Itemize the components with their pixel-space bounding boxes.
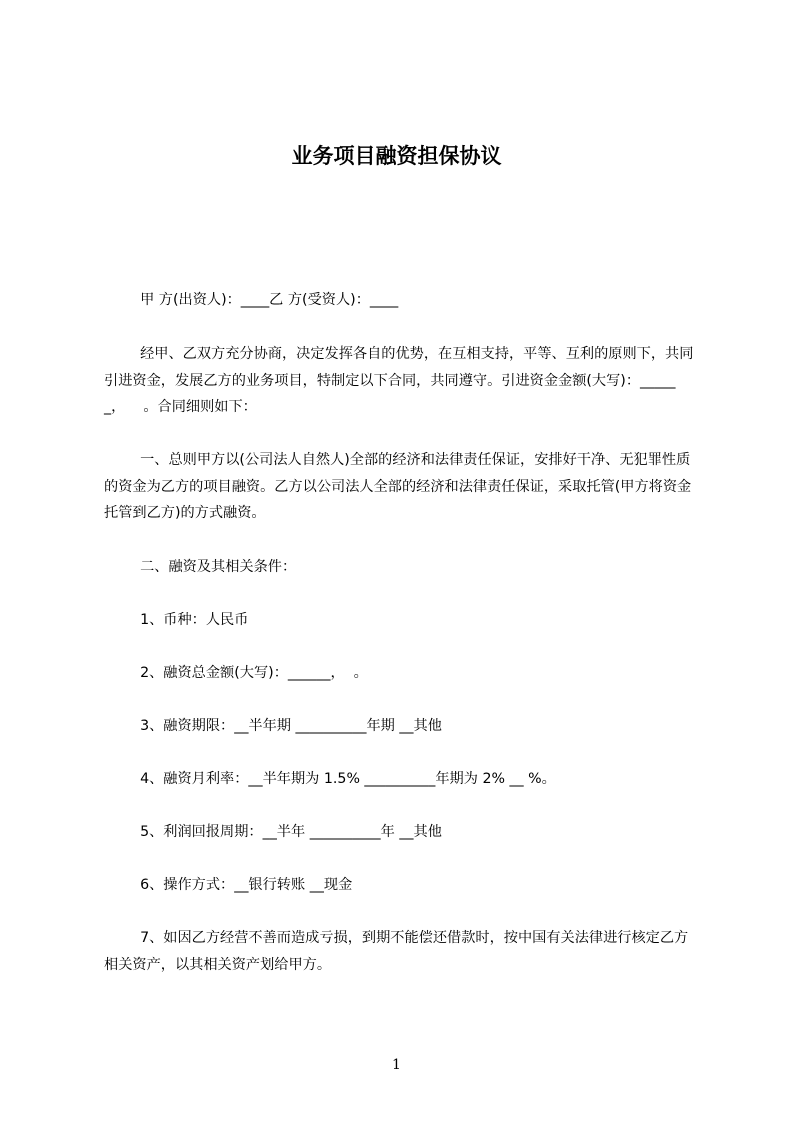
clause-loss-liability: 7、如因乙方经营不善而造成亏损，到期不能偿还借款时，按中国有关法律进行核定乙方相关资产，以其相关资产划给甲方。	[104, 930, 689, 973]
section-2-heading: 二、融资及其相关条件：	[104, 559, 297, 575]
document-title: 业务项目融资担保协议	[291, 144, 502, 168]
clause-term: 3、融资期限：__半年期 __________年期 __其他	[104, 718, 442, 734]
clause-total-amount: 2、融资总金额(大写)：______， 。	[104, 665, 368, 681]
clause-interest-rate: 4、融资月利率：__半年期为 1.5% __________年期为 2% __ %。	[104, 771, 556, 787]
clause-operation-method: 6、操作方式：__银行转账 __现金	[104, 877, 353, 893]
page-number: 1	[392, 1057, 401, 1073]
clause-currency: 1、币种：人民币	[104, 612, 249, 628]
intro-paragraph: 经甲、乙双方充分协商，决定发挥各自的优势，在互相支持，平等、互利的原则下，共同引进资金，发展乙方的业务项目，特制定以下合同，共同遵守。引进资金金额(大写)：______， 。合同细则如下：	[104, 346, 694, 415]
section-1-general: 一、总则甲方以(公司法人自然人)全部的经济和法律责任保证，安排好干净、无犯罪性质的资金为乙方的项目融资。乙方以公司法人全部的经济和法律责任保证，采取托管(甲方将资金托管到乙方)的方式融资。	[104, 452, 692, 521]
clause-return-cycle: 5、利润回报周期：__半年 __________年 __其他	[104, 824, 442, 840]
parties-line: 甲 方(出资人)：____乙 方(受资人)：____	[104, 292, 399, 308]
